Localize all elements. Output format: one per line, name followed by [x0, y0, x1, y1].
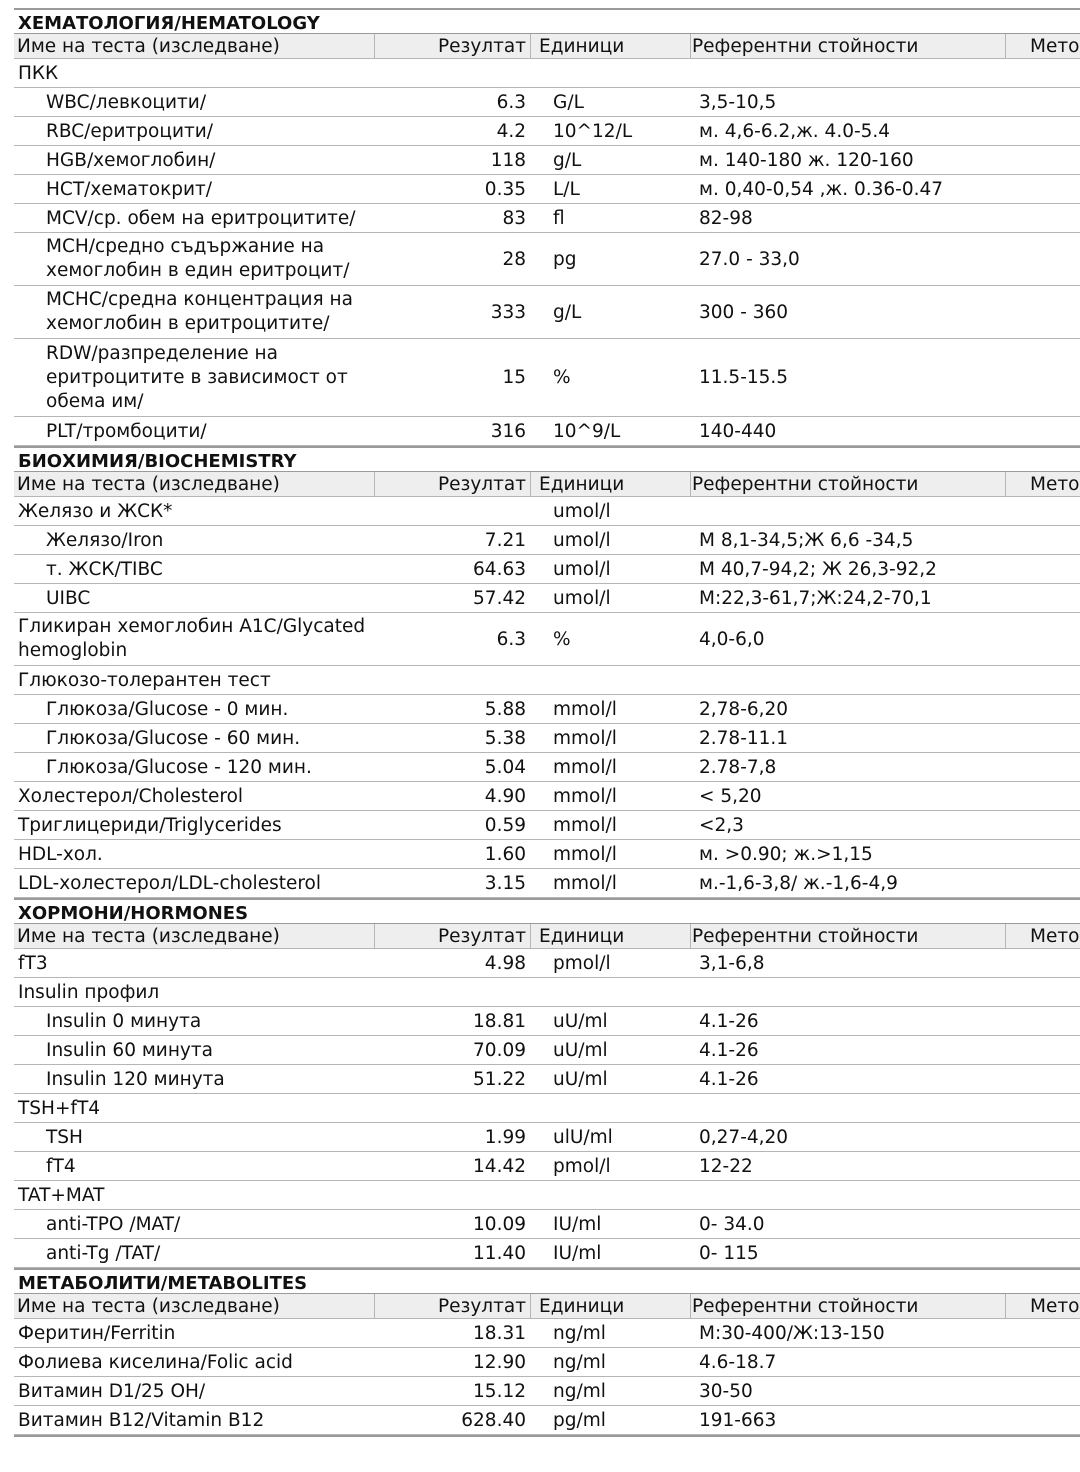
table-header	[14, 924, 1080, 949]
test-reference	[699, 666, 1079, 694]
test-unit: %	[553, 628, 571, 650]
test-name: anti-Tg /TAT/	[46, 1242, 161, 1264]
test-unit: %	[553, 367, 571, 388]
test-result: 1.99	[484, 1126, 526, 1148]
test-reference: М 40,7-94,2; Ж 26,3-92,2	[699, 558, 937, 580]
test-name: Феритин/Ferritin	[18, 1322, 176, 1344]
test-name: TSH	[46, 1126, 83, 1148]
header-method: Мето	[1030, 36, 1080, 57]
test-unit: mmol/l	[553, 785, 617, 807]
test-name: fT3	[18, 952, 48, 974]
test-unit: L/L	[553, 178, 580, 200]
test-result	[374, 978, 526, 1006]
test-unit: umol/l	[553, 529, 611, 551]
test-reference: 11.5-15.5	[699, 367, 789, 388]
test-reference: м. 4,6-6.2,ж. 4.0-5.4	[699, 120, 891, 142]
table-row	[14, 1348, 1080, 1377]
test-unit: ng/ml	[553, 1351, 606, 1373]
table-row	[14, 146, 1080, 175]
test-name: Глюкоза/Glucose - 60 мин.	[46, 727, 301, 749]
table-row	[14, 1406, 1080, 1435]
test-name: т. ЖСК/TIBC	[46, 558, 163, 580]
test-result: 5.88	[484, 698, 526, 720]
test-reference: м.-1,6-3,8/ ж.-1,6-4,9	[699, 872, 898, 894]
test-name: RDW/разпределение на еритроцитите в зависимост от обема им/	[46, 342, 348, 412]
test-reference: 2.78-11.1	[699, 727, 789, 749]
section-title: БИОХИМИЯ/BIOCHEMISTRY	[14, 446, 1080, 472]
test-result: 10.09	[473, 1213, 526, 1235]
table-row	[14, 286, 1080, 339]
table-row	[14, 417, 1080, 446]
test-result: 18.31	[473, 1322, 526, 1344]
table-row	[14, 695, 1080, 724]
test-name: Желязо и ЖСК*	[18, 500, 173, 522]
test-result: 15	[502, 367, 526, 388]
test-result	[374, 497, 526, 525]
test-name: HGB/хемоглобин/	[46, 149, 216, 171]
test-reference: 4.1-26	[699, 1010, 759, 1032]
table-row	[14, 1319, 1080, 1348]
test-name: fT4	[46, 1155, 76, 1177]
table-row	[14, 1036, 1080, 1065]
test-unit: mmol/l	[553, 727, 617, 749]
test-result: 28	[502, 248, 526, 270]
test-name: HDL-хол.	[18, 843, 103, 865]
test-name: HCT/хематокрит/	[46, 178, 213, 200]
test-unit: umol/l	[553, 587, 611, 609]
test-result: 0.35	[484, 178, 526, 200]
test-reference: м. 140-180 ж. 120-160	[699, 149, 914, 171]
test-name: ПКК	[18, 62, 59, 84]
test-name: Insulin профил	[18, 981, 160, 1003]
test-unit: pmol/l	[553, 952, 611, 974]
table-row	[14, 840, 1080, 869]
header-reference: Референтни стойности	[691, 1294, 1006, 1318]
test-result: 628.40	[461, 1409, 526, 1431]
test-reference	[699, 1094, 1079, 1122]
test-unit: mmol/l	[553, 698, 617, 720]
test-result: 70.09	[473, 1039, 526, 1061]
test-unit: ng/ml	[553, 1380, 606, 1402]
test-result: 0.59	[484, 814, 526, 836]
header-method: Мето	[1030, 926, 1080, 947]
test-unit: uU/ml	[553, 1068, 608, 1090]
test-unit: pg/ml	[553, 1409, 606, 1431]
test-result	[374, 59, 526, 87]
test-unit: ulU/ml	[553, 1126, 613, 1148]
test-reference: 2.78-7,8	[699, 756, 777, 778]
table-row	[14, 811, 1080, 840]
header-result: Резултат	[375, 472, 531, 496]
test-name: TSH+fT4	[18, 1097, 101, 1119]
test-name: Insulin 0 минута	[46, 1010, 202, 1032]
test-name: UIBC	[46, 587, 91, 609]
test-reference: 3,1-6,8	[699, 952, 765, 974]
table-row	[14, 233, 1080, 286]
table-row	[14, 613, 1080, 666]
test-result: 7.21	[484, 529, 526, 551]
test-result: 6.3	[496, 91, 526, 113]
section-title: ХЕМАТОЛОГИЯ/HEMATOLOGY	[14, 8, 1080, 34]
table-row	[14, 497, 1080, 526]
test-name: MCV/ср. обем на еритроцитите/	[46, 207, 356, 229]
header-units: Единици	[531, 924, 691, 948]
table-row	[14, 1210, 1080, 1239]
test-reference: 2,78-6,20	[699, 698, 789, 720]
table-row	[14, 782, 1080, 811]
test-reference: 4.6-18.7	[699, 1351, 777, 1373]
test-reference: М:30-400/Ж:13-150	[699, 1322, 885, 1344]
test-name: Фолиева киселина/Folic acid	[18, 1351, 293, 1373]
test-reference: 140-440	[699, 420, 777, 442]
test-result: 12.90	[473, 1351, 526, 1373]
test-name: Insulin 120 минута	[46, 1068, 225, 1090]
test-result: 4.2	[496, 120, 526, 142]
test-result: 4.90	[484, 785, 526, 807]
table-header	[14, 1294, 1080, 1319]
test-reference: М 8,1-34,5;Ж 6,6 -34,5	[699, 529, 914, 551]
test-unit: G/L	[553, 91, 584, 113]
test-result: 5.38	[484, 727, 526, 749]
table-row	[14, 1123, 1080, 1152]
test-result	[374, 1181, 526, 1209]
test-name: Глюкоза/Glucose - 0 мин.	[46, 698, 289, 720]
test-result	[374, 1094, 526, 1122]
table-row	[14, 1239, 1080, 1268]
test-reference: 0,27-4,20	[699, 1126, 789, 1148]
test-unit: mmol/l	[553, 814, 617, 836]
test-name: Витамин B12/Vitamin B12	[18, 1409, 265, 1431]
test-reference: 27.0 - 33,0	[699, 248, 800, 270]
table-row	[14, 584, 1080, 613]
test-unit: IU/ml	[553, 1213, 602, 1235]
table-row	[14, 666, 1080, 695]
test-unit: g/L	[553, 301, 582, 323]
test-name: MCHC/средна концентрация на хемоглобин в еритроцитите/	[46, 289, 353, 334]
header-result: Резултат	[375, 34, 531, 58]
table-row	[14, 978, 1080, 1007]
header-name: Име на теста (изследване)	[14, 34, 375, 58]
test-unit	[553, 1181, 693, 1209]
header-method: Мето	[1030, 474, 1080, 495]
test-reference: 82-98	[699, 207, 753, 229]
test-reference: 191-663	[699, 1409, 777, 1431]
test-result: 6.3	[496, 628, 526, 650]
test-unit: IU/ml	[553, 1242, 602, 1264]
table-row	[14, 1377, 1080, 1406]
test-reference	[699, 1181, 1079, 1209]
test-reference: 0- 34.0	[699, 1213, 765, 1235]
test-unit: mmol/l	[553, 843, 617, 865]
test-reference	[699, 978, 1079, 1006]
test-unit	[553, 666, 693, 694]
test-name: Insulin 60 минута	[46, 1039, 213, 1061]
test-unit: uU/ml	[553, 1039, 608, 1061]
lab-report	[14, 8, 1080, 1437]
test-unit: mmol/l	[553, 872, 617, 894]
test-reference: 300 - 360	[699, 301, 789, 323]
table-row	[14, 555, 1080, 584]
header-result: Резултат	[375, 1294, 531, 1318]
table-row	[14, 1094, 1080, 1123]
test-name: LDL-холестерол/LDL-cholesterol	[18, 872, 322, 894]
test-name: RBC/еритроцити/	[46, 120, 214, 142]
test-unit: uU/ml	[553, 1010, 608, 1032]
table-row	[14, 1007, 1080, 1036]
test-result: 15.12	[473, 1380, 526, 1402]
header-reference: Референтни стойности	[691, 472, 1006, 496]
test-reference: 4.1-26	[699, 1039, 759, 1061]
test-result: 316	[490, 420, 526, 442]
test-unit: pmol/l	[553, 1155, 611, 1177]
test-result: 14.42	[473, 1155, 526, 1177]
test-result: 83	[502, 207, 526, 229]
test-result: 118	[490, 149, 526, 171]
test-name: Холестерол/Cholesterol	[18, 785, 244, 807]
table-row	[14, 1065, 1080, 1094]
test-reference: м. >0.90; ж.>1,15	[699, 843, 873, 865]
test-reference: М:22,3-61,7;Ж:24,2-70,1	[699, 587, 932, 609]
test-name: Глюкозо-толерантен тест	[18, 669, 271, 691]
test-result: 64.63	[473, 558, 526, 580]
header-name: Име на теста (изследване)	[14, 924, 375, 948]
table-header	[14, 472, 1080, 497]
test-reference	[699, 59, 1079, 87]
test-result: 333	[490, 301, 526, 323]
test-result: 57.42	[473, 587, 526, 609]
table-row	[14, 753, 1080, 782]
test-unit	[553, 59, 693, 87]
test-unit: 10^12/L	[553, 120, 633, 142]
test-reference: 3,5-10,5	[699, 91, 777, 113]
test-unit	[553, 978, 693, 1006]
header-units: Единици	[531, 1294, 691, 1318]
test-result: 11.40	[473, 1242, 526, 1264]
header-reference: Референтни стойности	[691, 34, 1006, 58]
table-row	[14, 204, 1080, 233]
table-row	[14, 117, 1080, 146]
header-name: Име на теста (изследване)	[14, 1294, 375, 1318]
table-header	[14, 34, 1080, 59]
table-row	[14, 59, 1080, 88]
test-result: 18.81	[473, 1010, 526, 1032]
test-name: MCH/средно съдържание на хемоглобин в един еритроцит/	[46, 236, 350, 281]
test-name: Глюкоза/Glucose - 120 мин.	[46, 756, 312, 778]
test-unit: mmol/l	[553, 756, 617, 778]
report-bottom-rule	[14, 1435, 1080, 1437]
test-unit: pg	[553, 248, 577, 270]
table-row	[14, 175, 1080, 204]
header-result: Резултат	[375, 924, 531, 948]
header-units: Единици	[531, 34, 691, 58]
test-reference	[699, 497, 1079, 525]
test-unit: umol/l	[553, 500, 611, 522]
test-reference: м. 0,40-0,54 ,ж. 0.36-0.47	[699, 178, 944, 200]
test-name: Триглицериди/Triglycerides	[18, 814, 282, 836]
test-result: 4.98	[484, 952, 526, 974]
test-result	[374, 666, 526, 694]
section-title: ХОРМОНИ/HORMONES	[14, 898, 1080, 924]
table-row	[14, 339, 1080, 417]
section-title: МЕТАБОЛИТИ/METABOLITES	[14, 1268, 1080, 1294]
table-row	[14, 1181, 1080, 1210]
test-reference: < 5,20	[699, 785, 762, 807]
test-name: WBC/левкоцити/	[46, 91, 207, 113]
test-name: TAT+MAT	[18, 1184, 105, 1206]
test-unit: g/L	[553, 149, 582, 171]
test-reference: 12-22	[699, 1155, 753, 1177]
table-row	[14, 869, 1080, 898]
test-name: anti-TPO /MAT/	[46, 1213, 181, 1235]
test-result: 3.15	[484, 872, 526, 894]
test-reference: 30-50	[699, 1380, 753, 1402]
test-result: 51.22	[473, 1068, 526, 1090]
test-name: PLT/тромбоцити/	[46, 420, 207, 442]
test-reference: <2,3	[699, 814, 744, 836]
test-reference: 4.1-26	[699, 1068, 759, 1090]
table-row	[14, 949, 1080, 978]
test-result: 1.60	[484, 843, 526, 865]
header-units: Единици	[531, 472, 691, 496]
table-row	[14, 88, 1080, 117]
table-row	[14, 1152, 1080, 1181]
header-reference: Референтни стойности	[691, 924, 1006, 948]
test-unit: fl	[553, 207, 565, 229]
test-reference: 0- 115	[699, 1242, 759, 1264]
test-name: Желязо/Iron	[46, 529, 164, 551]
header-method: Мето	[1030, 1296, 1080, 1317]
test-result: 5.04	[484, 756, 526, 778]
test-unit: umol/l	[553, 558, 611, 580]
table-row	[14, 526, 1080, 555]
header-name: Име на теста (изследване)	[14, 472, 375, 496]
test-unit: 10^9/L	[553, 420, 621, 442]
test-reference: 4,0-6,0	[699, 628, 765, 650]
table-row	[14, 724, 1080, 753]
test-unit: ng/ml	[553, 1322, 606, 1344]
test-name: Витамин D1/25 OH/	[18, 1380, 206, 1402]
test-name: Гликиран хемоглобин A1C/Glycated hemoglobin	[18, 616, 366, 661]
test-unit	[553, 1094, 693, 1122]
